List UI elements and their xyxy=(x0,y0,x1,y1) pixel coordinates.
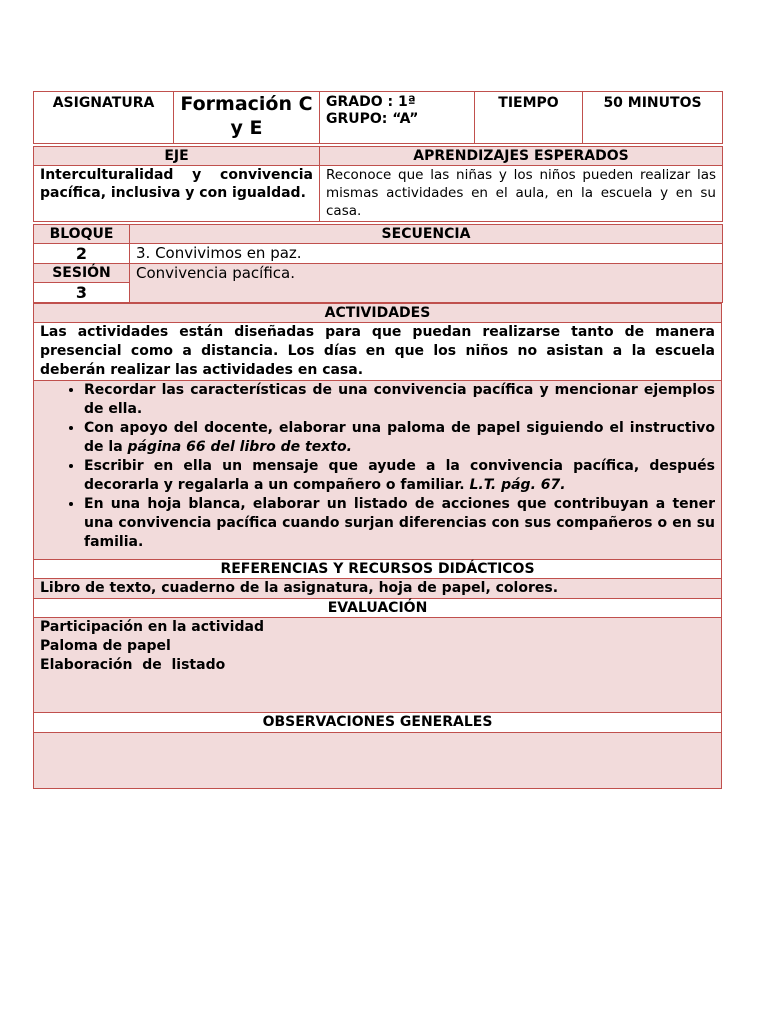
actividad-item: • Escribir en ella un mensaje que ayude a la convivencia pacífica, después decorarla y regalarla a un compañero o familiar. L.T. pág. 67. xyxy=(84,457,715,495)
actividades-list xyxy=(40,381,715,552)
sesion-label: SESIÓN xyxy=(34,264,130,283)
eje-label: EJE xyxy=(34,147,320,166)
grado-value: GRADO : 1ª xyxy=(326,94,416,110)
evaluacion-label: EVALUACIÓN xyxy=(34,599,722,618)
observaciones-label: OBSERVACIONES GENERALES xyxy=(34,713,722,733)
tiempo-value: 50 MINUTOS xyxy=(583,92,723,144)
aprendizajes-label: APRENDIZAJES ESPERADOS xyxy=(320,147,723,166)
evaluacion-item: Elaboración de listado xyxy=(40,657,226,673)
sesion-value: 3 xyxy=(34,283,130,303)
actividades-table xyxy=(33,303,722,789)
actividades-intro: Las actividades están diseñadas para que puedan realizarse tanto de manera presencial como a distancia. Los días en que los niños no asistan a la escuela deberán realizar las actividades en casa. xyxy=(34,323,722,381)
lesson-plan-sheet xyxy=(33,91,722,789)
actividad-item: • En una hoja blanca, elaborar un listado de acciones que contribuyan a tener una convivencia pacífica cuando surjan diferencias con sus compañeros o en su familia. xyxy=(84,495,715,552)
secuencia-label: SECUENCIA xyxy=(130,225,723,244)
evaluacion-list xyxy=(34,618,722,713)
secuencia-value: 3. Convivimos en paz. xyxy=(130,244,723,264)
eje-value: Interculturalidad y convivencia pacífica, inclusiva y con igualdad. xyxy=(34,166,320,222)
bloque-label: BLOQUE xyxy=(34,225,130,244)
actividad-item: • Recordar las características de una convivencia pacífica y mencionar ejemplos de ella. xyxy=(84,381,715,419)
sesion-topic: Convivencia pacífica. xyxy=(130,264,723,303)
actividades-label: ACTIVIDADES xyxy=(34,304,722,323)
grado-grupo-cell xyxy=(320,92,475,144)
evaluacion-item: Participación en la actividad xyxy=(40,619,264,635)
evaluacion-item: Paloma de papel xyxy=(40,638,171,654)
actividades-list-cell xyxy=(34,381,722,560)
header-table xyxy=(33,91,723,144)
observaciones-value xyxy=(34,733,722,789)
aprendizajes-value: Reconoce que las niñas y los niños pueden realizar las mismas actividades en el aula, en la escuela y en su casa. xyxy=(320,166,723,222)
referencias-value: Libro de texto, cuaderno de la asignatura, hoja de papel, colores. xyxy=(34,579,722,599)
referencias-label: REFERENCIAS Y RECURSOS DIDÁCTICOS xyxy=(34,560,722,579)
actividad-item: • Con apoyo del docente, elaborar una paloma de papel siguiendo el instructivo de la página 66 del libro de texto. xyxy=(84,419,715,457)
asignatura-label: ASIGNATURA xyxy=(34,92,174,144)
asignatura-value: Formación C y E xyxy=(174,92,320,144)
tiempo-label: TIEMPO xyxy=(475,92,583,144)
secuencia-table xyxy=(33,224,723,303)
eje-table xyxy=(33,146,723,222)
bloque-value: 2 xyxy=(34,244,130,264)
grupo-value: GRUPO: “A” xyxy=(326,111,419,127)
